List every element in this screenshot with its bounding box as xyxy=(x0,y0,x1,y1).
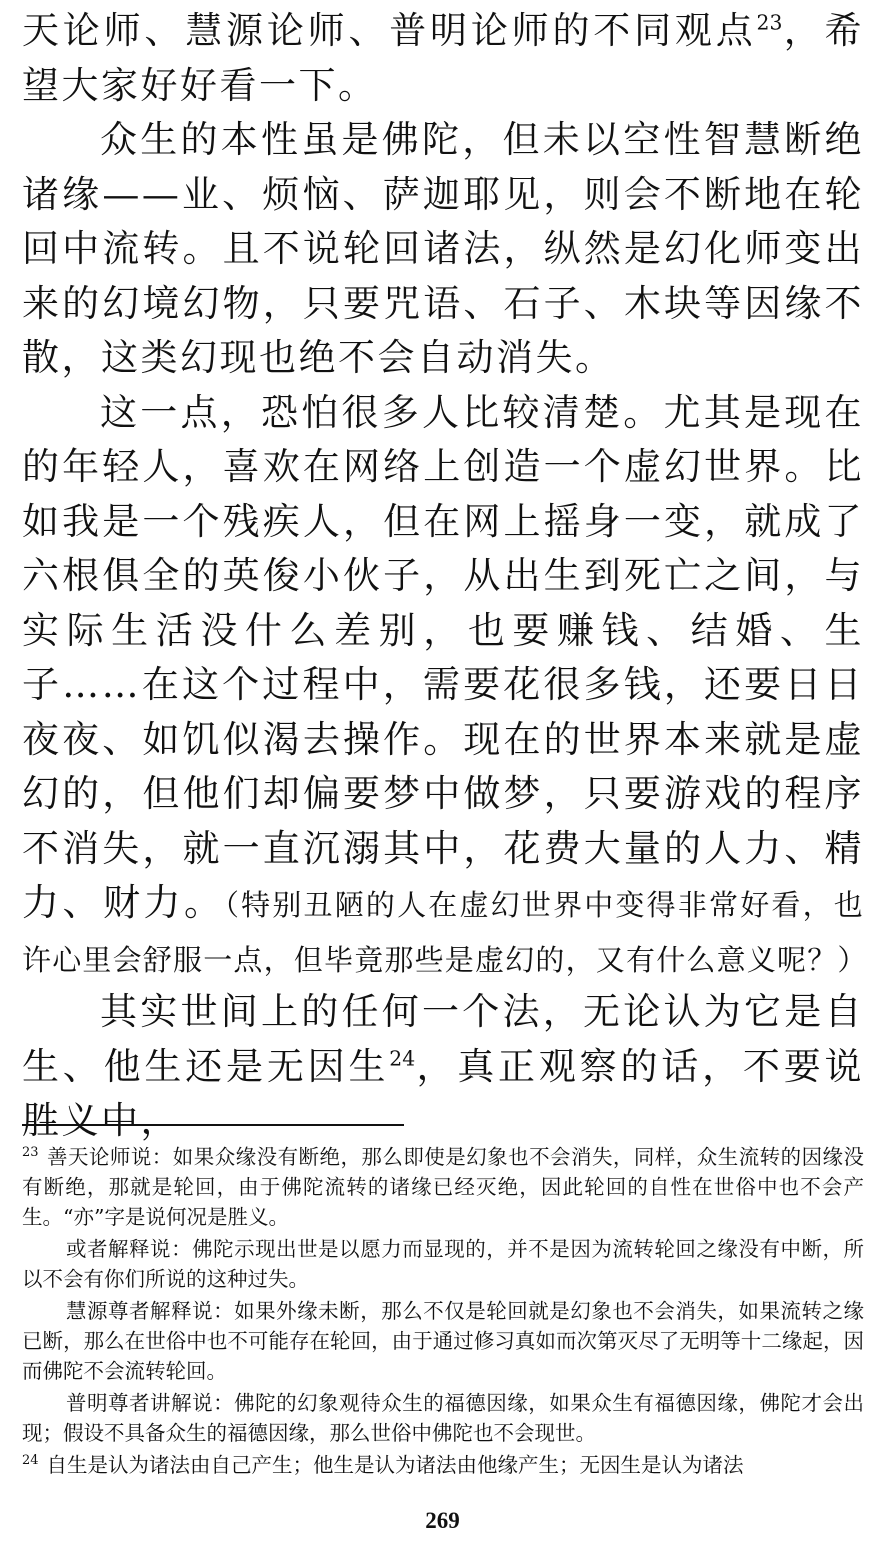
paragraph-3-text: 这一点，恐怕很多人比较清楚。尤其是现在的年轻人，喜欢在网络上创造一个虚幻世界。比如我是一个残疾人，但在网上摇身一变，就成了六根俱全的英俊小伙子，从出生到死亡之间，与实际生活没什么差别，也要赚钱、结婚、生子……在这个过程中，需要花很多钱，还要日日夜夜、如饥似渴去操作。现在的世界本来就是虚幻的，但他们却偏要梦中做梦，只要游戏的程序不消失，就一直沉溺其中，花费大量的人力、精力、财力。 xyxy=(22,390,864,924)
paragraph-4-text-b: ，真正观察的话，不要说胜义中， xyxy=(22,1044,865,1142)
footnote-24 xyxy=(22,1450,864,1480)
paragraph-1-text-a: 天论师、慧源论师、普明论师的不同观点 xyxy=(22,9,757,52)
footnote-23-para-4: 普明尊者讲解说：佛陀的幻象观待众生的福德因缘，如果众生有福德因缘，佛陀才会出现；假设不具备众生的福德因缘，那么世俗中佛陀也不会现世。 xyxy=(22,1391,864,1445)
main-text xyxy=(22,4,868,1149)
footnote-24-text: 自生是认为诸法由自己产生；他生是认为诸法由他缘产生；无因生是认为诸法 xyxy=(46,1453,744,1477)
footnote-divider xyxy=(22,1124,404,1126)
footnote-ref-24[interactable]: 24 xyxy=(389,1046,416,1071)
footnote-ref-23[interactable]: 23 xyxy=(756,10,783,35)
footnote-23-para-1: 善天论师说：如果众缘没有断绝，那么即使是幻象也不会消失，同样，众生流转的因缘没有断绝，那就是轮回，由于佛陀流转的诸缘已经灭绝，因此轮回的自性在世俗中也不会产生。“亦”字是说何况是胜义。 xyxy=(22,1145,864,1229)
paragraph-1 xyxy=(22,4,864,113)
footnotes xyxy=(22,1142,864,1482)
paragraph-3-aside: （特别丑陋的人在虚幻世界中变得非常好看，也许心里会舒服一点，但毕竟那些是虚幻的，又有什么意义呢？） xyxy=(22,888,868,977)
paragraph-2: 众生的本性虽是佛陀，但未以空性智慧断绝诸缘——业、烦恼、萨迦耶见，则会不断地在轮回中流转。且不说轮回诸法，纵然是幻化师变出来的幻境幻物，只要咒语、石子、木块等因缘不散，这类幻现也绝不会自动消失。 xyxy=(22,118,864,379)
footnote-23 xyxy=(22,1142,864,1232)
footnote-24-number: 24 xyxy=(22,1453,39,1469)
footnote-23-para-3: 慧源尊者解释说：如果外缘未断，那么不仅是轮回就是幻象也不会消失，如果流转之缘已断，那么在世俗中也不可能存在轮回，由于通过修习真如而次第灭尽了无明等十二缘起，因而佛陀不会流转轮回。 xyxy=(22,1299,864,1383)
footnote-23-number: 23 xyxy=(22,1145,39,1161)
paragraph-3 xyxy=(22,386,868,986)
page-number: 269 xyxy=(425,1508,460,1533)
paragraph-4-text-a: 其实世间上的任何一个法，无论认为它是自生、他生还是无因生 xyxy=(22,990,864,1088)
paragraph-1-text-b: ，希望大家好好看一下。 xyxy=(22,9,865,107)
footnote-23-para-2: 或者解释说：佛陀示现出世是以愿力而显现的，并不是因为流转轮回之缘没有中断，所以不会有你们所说的这种过失。 xyxy=(22,1237,864,1291)
